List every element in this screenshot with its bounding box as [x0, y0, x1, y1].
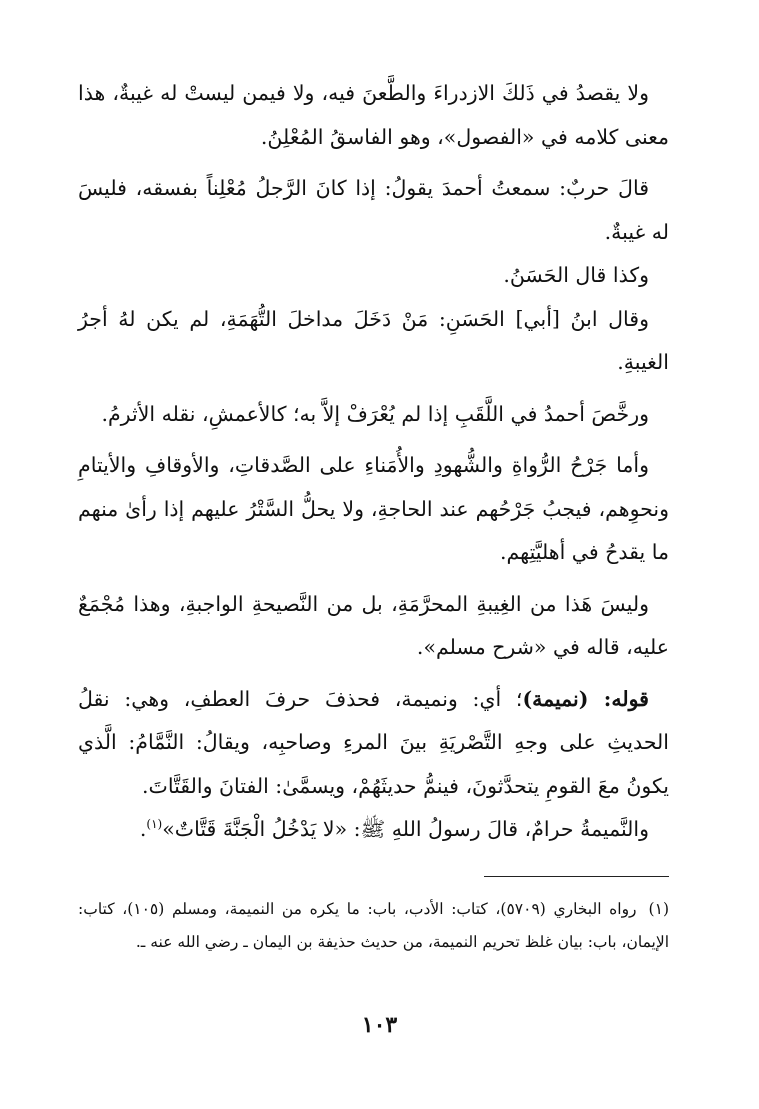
footnotes: [78, 893, 669, 959]
paragraph-commentary-namima: [78, 678, 669, 809]
paragraph-hasan: وكذا قال الحَسَنُ.: [503, 263, 649, 287]
paragraph-ibn-abi-hasan: وقال ابنُ [أبي] الحَسَنِ: مَنْ دَخَلَ مداخلَ التُّهَمَةِ، لم يكن لهُ أجرُ الغيبةِ.: [78, 306, 669, 374]
footnote-divider: [484, 876, 669, 877]
page-number: ١٠٣: [361, 1012, 398, 1038]
paragraph-harb-quote: قالَ حربٌ: سمعتُ أحمدَ يقولُ: إذا كانَ الرَّجلُ مُعْلِناً بفسقه، فليسَ له غيبةٌ.: [78, 176, 669, 244]
paragraph-jarh: وأما جَرْحُ الرُّواةِ والشُّهودِ والأُمَناءِ على الصَّدقاتِ، والأوقافِ والأيتامِ ونحوِهم، فيجبُ جَرْحُهم عند الحاجةِ، ولا يحلُّ السَّتْرُ عليهم إذا رأىٰ منهم ما يقدحُ في أهليَّتِهم.: [78, 453, 669, 564]
paragraph-nasiha: وليسَ هَذا من الغِيبةِ المحرَّمَةِ، بل من النَّصيحةِ الواجبةِ، وهذا مُجْمَعٌ عليه، قاله في «شرح مسلم».: [78, 591, 669, 659]
paragraph-laqab: ورخَّصَ أحمدُ في اللَّقَبِ إذا لم يُعْرَفْ إلاَّ به؛ كالأعمشِ، نقله الأثرمُ.: [101, 401, 649, 426]
hadith-text: والنَّميمةُ حرامٌ، قالَ رسولُ اللهِ ﷺ: «لا يَدْخُلُ الْجَنَّةَ قَتَّاتٌ»: [162, 817, 649, 841]
main-text: [78, 72, 669, 852]
footnote-text: رواه البخاري (٥٧٠٩)، كتاب: الأدب، باب: ما يكره من النميمة، ومسلم (١٠٥)، كتاب: الإيمان، باب: بيان غلظ تحريم النميمة، من حديث حذيفة بن اليمان ـ رضي الله عنه ـ.: [78, 900, 669, 951]
paragraph-hadith: [78, 808, 669, 852]
commentary-lead: قوله: (نميمة): [522, 686, 649, 711]
footnote-item: [78, 893, 669, 959]
footnote-reference[interactable]: (١): [146, 817, 163, 832]
footnote-number: (١): [648, 900, 669, 918]
paragraph-ghiba-intent: ولا يقصدُ في ذَلكَ الازدراءَ والطَّعنَ فيه، ولا فيمن ليستْ له غيبةٌ، هذا معنى كلامه في «الفصول»، وهو الفاسقُ المُعْلِنُ.: [78, 81, 669, 149]
commentary-text: ؛ أي: ونميمة، فحذفَ حرفَ العطفِ، وهي: نقلُ الحديثِ على وجهِ التَّصْريَةِ بينَ المرءِ وصاحبِه، ويقالُ: النَّمَّامُ: الَّذي يكونُ معَ القومِ يتحدَّثونَ، فينمُّ حديثَهُمْ، ويسمَّىٰ: الفتانَ والقَتَّاتَ.: [78, 686, 669, 798]
hadith-end: .: [139, 817, 147, 841]
